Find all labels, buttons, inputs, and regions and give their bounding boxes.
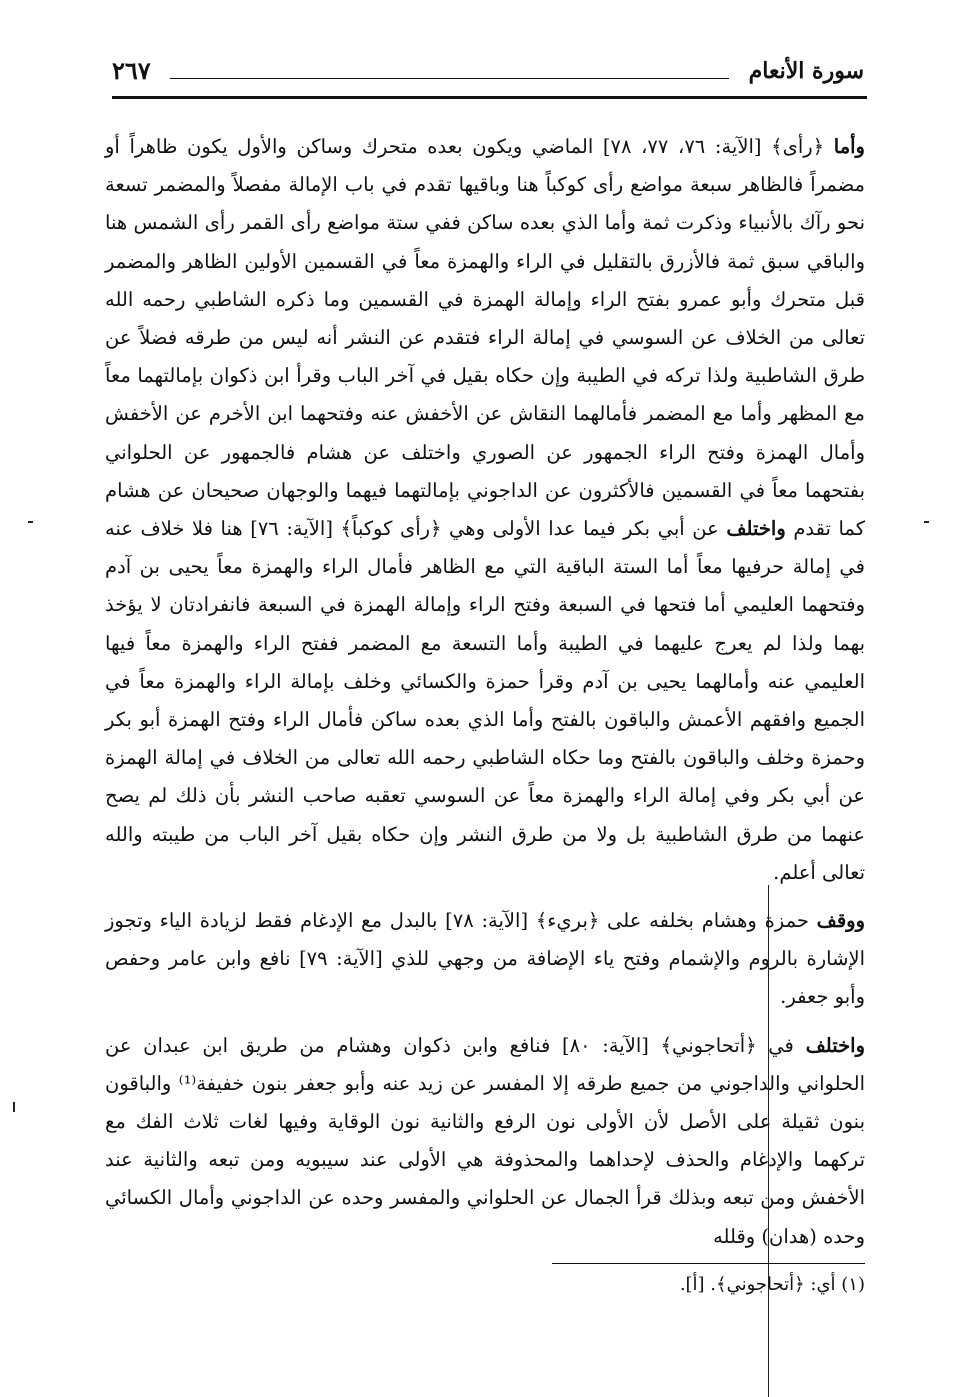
scan-artifact-line — [768, 885, 769, 1397]
paragraph-body: في ﴿أتحاجوني﴾ [الآية: ٨٠] فنافع وابن ذكوان وهشام من طريق ابن عبدان عن الحلواني والداجوني من جميع طرقه إلا المفسر عن زيد عنه وأبو جعفر بنون خفيفة⁽¹⁾ والباقون بنون ثقيلة على الأصل لأن الأولى نون الرفع والثانية نون الوقاية وفيها لغات ثلاث الفك مع تركهما والإدغام والحذف لإحداهما والمحذوفة هي الأولى عند سيبويه ومن تبعه والثانية عند الأخفش ومن تبعه وبذلك قرأ الجمال عن الحلواني والمفسر وحده عن الداجوني وأمال الكسائي وحده (هدان) وقلله — [105, 1033, 865, 1248]
header-rule — [112, 96, 867, 99]
paragraph-lead: ووقف — [816, 909, 865, 933]
surah-title: سورة الأنعام — [748, 58, 864, 84]
page-header — [112, 56, 864, 96]
paragraph-1 — [105, 128, 865, 892]
paragraph-lead: واختلف — [726, 517, 786, 541]
scan-artifact-mark — [13, 1102, 15, 1112]
footnote-rule — [552, 1263, 865, 1264]
paragraph-body: ﴿رأى﴾ [الآية: ٧٦، ٧٧، ٧٨] الماضي ويكون بعده متحرك وساكن والأول يكون ظاهراً أو مضمراً فالظاهر سبعة مواضع رأى كوكباً هنا وباقيها تقدم في باب الإمالة مفصلاً والمضمر تسعة نحو رآك بالأنبياء وذكرت ثمة وأما الذي بعده ساكن ففي ستة مواضع رأى القمر رأى الشمس هنا والباقي سبق ثمة فالأزرق بالتقليل في الراء والهمزة معاً في القسمين الأولين الظاهر والمضمر قبل متحرك وأبو عمرو بفتح الراء وإمالة الهمزة في القسمين وما ذكره الشاطبي رحمه الله تعالى من الخلاف عن السوسي في إمالة الراء فتقدم عن النشر أنه ليس من طرقه فضلاً عن طرق الشاطبية ولذا تركه في الطيبة وإن حكاه بقيل في آخر الباب وقرأ ابن ذكوان بإمالتهما معاً مع المظهر وأما مع المضمر فأمالهما النقاش عن الأخفش عنه وفتحهما ابن الأخرم عن الأخفش وأمال الهمزة وفتح الراء الجمهور عن الصوري واختلف عن هشام فالجمهور عن الحلواني بفتحهما معاً في القسمين فالأكثرون عن الداجوني بإمالتهما فيهما والوجهان صحيحان عن هشام كما تقدم — [105, 135, 865, 541]
scan-artifact-mark — [924, 521, 929, 523]
paragraph-lead: واختلف — [805, 1033, 865, 1057]
scan-artifact-mark — [28, 521, 33, 523]
paragraph-body: عن أبي بكر فيما عدا الأولى وهي ﴿رأى كوكباً﴾ [الآية: ٧٦] هنا فلا خلاف عنه في إمالة حرفيها معاً أما الستة الباقية التي مع الظاهر فأمال الراء والهمزة معاً يحيى بن آدم وفتحهما العليمي أما فتحها في السبعة وفتح الراء وإمالة الهمزة في السبعة فانفرادتان لا يؤخذ بهما ولذا لم يعرج عليهما في الطيبة وأما التسعة مع المضمر ففتح الراء والهمزة معاً فيها العليمي عنه وأمالهما يحيى بن آدم وقرأ حمزة والكسائي وخلف بإمالة الراء والهمزة معاً في الجميع وافقهم الأعمش والباقون بالفتح وأما الذي بعده ساكن فأمال الراء وفتح الهمزة أبو بكر وحمزة وخلف والباقون بالفتح وما حكاه الشاطبي رحمه الله تعالى من الخلاف في إمالة الهمزة عن أبي بكر وفي إمالة الراء والهمزة معاً عن السوسي تعقبه صاحب النشر بأن ذلك لم يصح عنهما من طرق الشاطبية بل ولا من طرق النشر وإن حكاه بقيل آخر الباب من طيبته والله تعالى أعلم. — [105, 517, 865, 884]
main-text — [105, 128, 865, 1256]
paragraph-3 — [105, 1027, 865, 1256]
paragraph-body: حمزة وهشام بخلفه على ﴿بريء﴾ [الآية: ٧٨] بالبدل مع الإدغام فقط لزيادة الياء وتجوز الإشارة بالروم والإشمام وفتح ياء الإضافة من وجهي للذي [الآية: ٧٩] نافع وابن عامر وحفص وأبو جعفر. — [105, 909, 865, 1009]
footnote: (١) أي: ﴿أتحاجوني﴾. [أ]. — [679, 1274, 865, 1295]
page-number: ٢٦٧ — [112, 56, 151, 85]
paragraph-lead: وأما — [833, 135, 865, 158]
header-short-rule — [170, 78, 729, 79]
paragraph-2 — [105, 902, 865, 1017]
